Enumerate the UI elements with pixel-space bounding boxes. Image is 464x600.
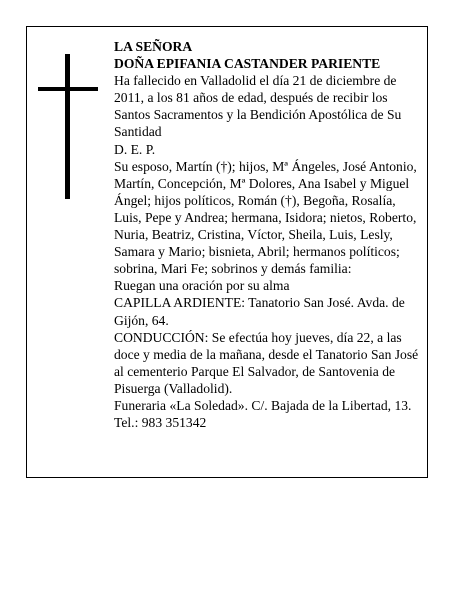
cross-icon [38, 54, 98, 199]
obituary-heading: LA SEÑORA [114, 39, 193, 54]
procession-info: CONDUCCIÓN: Se efectúa hoy jueves, día 22, a las doce y media de la mañana, desde el Tanatorio San José al cementerio Parque El Salvador, de Santovenia de Pisuerga (Valladolid). [114, 329, 419, 396]
obituary-text-block [114, 38, 422, 431]
rip-line: D. E. P. [114, 141, 156, 157]
family-list: Su esposo, Martín (†); hijos, Mª Ángeles, José Antonio, Martín, Concepción, Mª Dolores, Ana Isabel y Miguel Ángel; hijos políticos, Román (†), Begoña, Rosalía, Luis, Pepe y Andrea; hermana, Isidora; nietos, Roberto, Nuria, Beatriz, Cristina, Víctor, Sheila, Luis, Lesly, Samara y Mario; bisnieta, Abril; hermanos políticos; sobrina, Mari Fe; sobrinos y demás familia: [114, 158, 417, 277]
cross-vertical-bar [65, 54, 70, 199]
chapel-info: CAPILLA ARDIENTE: Tanatorio San José. Avda. de Gijón, 64. [114, 295, 405, 328]
funeral-home-info: Funeraria «La Soledad». C/. Bajada de la Libertad, 13. Tel.: 983 351342 [114, 397, 412, 431]
death-notice: Ha fallecido en Valladolid el día 21 de diciembre de 2011, a los 81 años de edad, después de recibir los Santos Sacramentos y la Bendición Apostólica de Su Santidad [114, 73, 402, 140]
deceased-name: DOÑA EPIFANIA CASTANDER PARIENTE [114, 56, 381, 72]
prayer-request: Ruegan una oración por su alma [114, 278, 290, 294]
cross-horizontal-bar [38, 87, 98, 91]
